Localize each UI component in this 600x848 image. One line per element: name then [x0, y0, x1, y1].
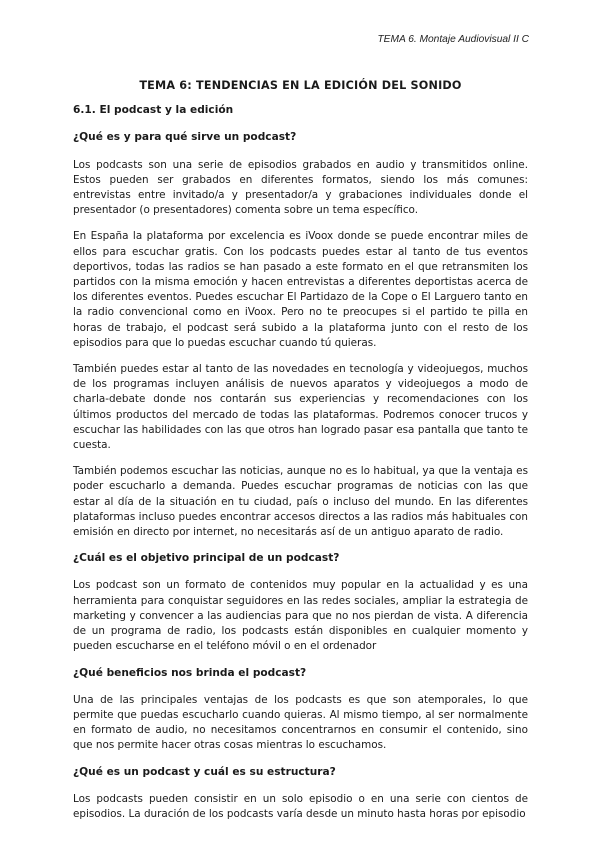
question-heading-objective: ¿Cuál es el objetivo principal de un podcast? [73, 552, 340, 565]
paragraph: También podemos escuchar las noticias, aunque no es lo habitual, ya que la ventaja es poder escucharlo a demanda. Puedes escuchar programas de noticias con las que estar al día de la situación en tu ciudad, país o incluso del mundo. En las diferentes plataformas incluso puedes encontrar accesos directos a las radios más habituales con emisión en directo por internet, no necesitarás así de un antiguo aparato de radio. [73, 465, 528, 539]
section-heading: 6.1. El podcast y la edición [73, 104, 234, 117]
question-heading-what-is-podcast: ¿Qué es y para qué sirve un podcast? [73, 131, 297, 144]
page-header: TEMA 6. Montaje Audiovisual II C [377, 34, 529, 45]
document-title: TEMA 6: TENDENCIAS EN LA EDICIÓN DEL SONIDO [139, 79, 462, 92]
question-heading-structure: ¿Qué es un podcast y cuál es su estructura? [73, 765, 336, 778]
document-body [73, 78, 528, 833]
paragraph: Los podcasts son una serie de episodios grabados en audio y transmitidos online. Estos pueden ser grabados en diferentes formatos, siendo los más comunes: entrevistas entre invitado/a y presentador/a y grabaciones individuales donde el presentador (o presentadores) comenta sobre un tema específico. [73, 158, 528, 217]
paragraph: Los podcast son un formato de contenidos muy popular en la actualidad y es una herramienta para conquistar seguidores en las redes sociales, ampliar la estrategia de marketing y convencer a las audiencias para que no nos pierdan de vista. A diferencia de un programa de radio, los podcasts están disponibles en cualquier momento y pueden escucharse en el teléfono móvil o en el ordenador [73, 579, 528, 653]
paragraph: También puedes estar al tanto de las novedades en tecnología y videojuegos, muchos de los programas incluyen análisis de nuevos aparatos y videojuegos a modo de charla-debate donde nos contarán sus experiencias y recomendaciones con los últimos productos del mercado de todas las plataformas. Podremos conocer trucos y escuchar las habilidades con las que otros han logrado pasar esa pantalla que tanto te cuesta. [73, 363, 528, 452]
paragraph: Los podcasts pueden consistir en un solo episodio o en una serie con cientos de episodios. La duración de los podcasts varía desde un minuto hasta horas por episodio [73, 792, 528, 820]
question-heading-benefits: ¿Qué beneficios nos brinda el podcast? [73, 666, 307, 679]
paragraph: Una de las principales ventajas de los podcasts es que son atemporales, lo que permite que puedas escucharlo cuando quieras. Al mismo tiempo, al ser normalmente en formato de audio, no necesitamos concentrarnos en consumir el contenido, sino que nos permite hacer otras cosas mientras lo escuchamos. [73, 693, 528, 752]
paragraph: En España la plataforma por excelencia es iVoox donde se puede encontrar miles de ellos para escuchar gratis. Con los podcasts puedes estar al tanto de tus eventos deportivos, todas las radios se han pasado a este formato en el que retransmiten los partidos con la misma emoción y hacen entrevistas a diferentes deportistas acerca de los diferentes eventos. Puedes escuchar El Partidazo de la Cope o El Larguero tanto en la radio convencional como en iVoox. Pero no te preocupes si el partido te pilla en horas de trabajo, el podcast será subido a la plataforma junto con el resto de los episodios para que lo puedas escuchar cuando tú quieras. [73, 230, 528, 349]
